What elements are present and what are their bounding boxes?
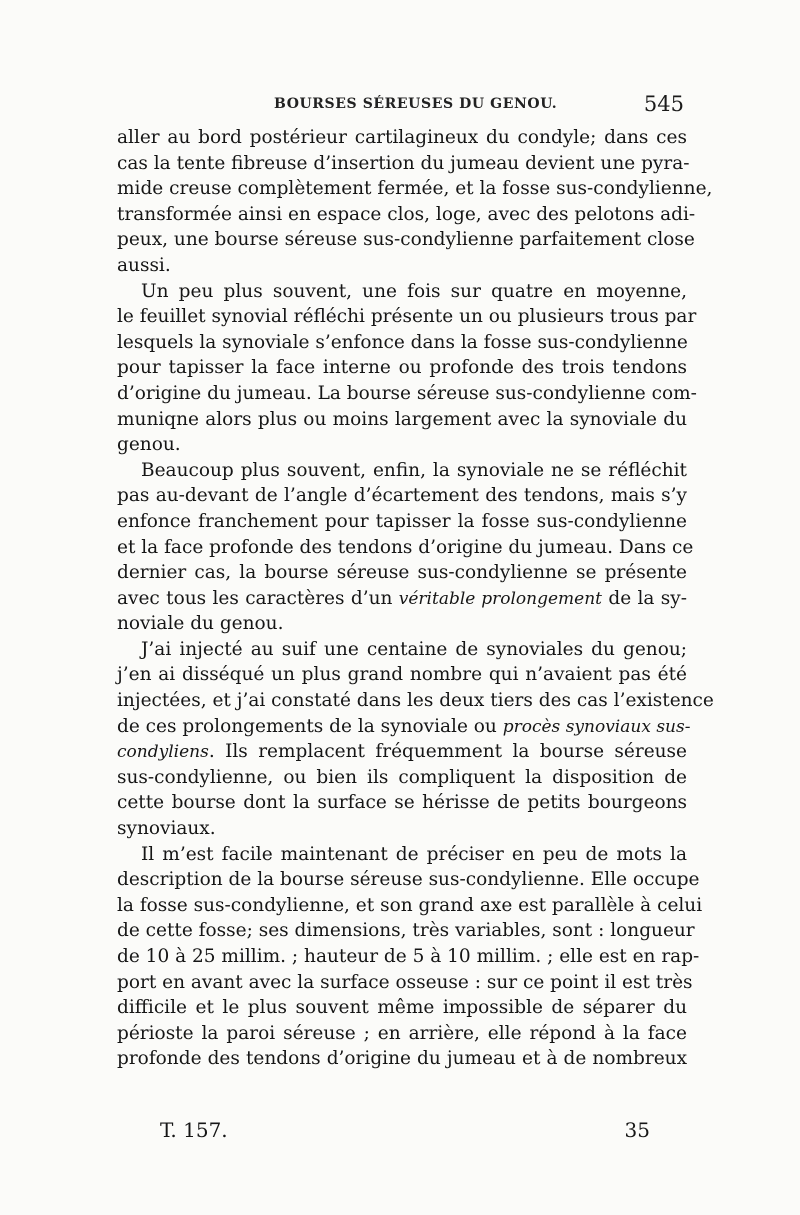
text-line: d’origine du jumeau. La bourse séreuse sus-condylienne com- bbox=[117, 382, 697, 404]
paragraph-2 bbox=[117, 279, 697, 458]
text-line: aller au bord postérieur cartilagineux du condyle; dans ces bbox=[117, 127, 687, 148]
text-line: de 10 à 25 millim. ; hauteur de 5 à 10 millim. ; elle est en rap- bbox=[117, 946, 700, 967]
page-footer bbox=[160, 1118, 650, 1148]
text-line: j’en ai disséqué un plus grand nombre qui n’avaient pas été bbox=[117, 664, 687, 686]
text-span: . Ils remplacent fréquemment la bourse séreuse bbox=[208, 741, 687, 763]
text-line: cette bourse dont la surface se hérisse de petits bourgeons bbox=[117, 792, 687, 814]
text-line: muniqne alors plus ou moins largement avec la synoviale du bbox=[117, 408, 687, 430]
paragraph-4 bbox=[117, 637, 714, 842]
text-line: difficile et le plus souvent même impossible de séparer du bbox=[117, 997, 687, 1019]
italic-phrase: véritable prolongement bbox=[398, 588, 602, 609]
text-line: synoviaux. bbox=[117, 818, 216, 840]
italic-phrase: condyliens bbox=[117, 742, 209, 763]
text-span: de ces prolongements de la synoviale ou bbox=[117, 715, 503, 737]
text-line: enfonce franchement pour tapisser la fosse sus-condylienne bbox=[117, 510, 687, 532]
text-line: lesquels la synoviale s’enfonce dans la fosse sus-condylienne bbox=[117, 331, 688, 353]
text-line: genou. bbox=[117, 434, 181, 456]
text-line-with-italic bbox=[117, 739, 687, 765]
text-line: profonde des tendons d’origine du jumeau et à de nombreux bbox=[117, 1048, 687, 1070]
text-line: de cette fosse; ses dimensions, très variables, sont : longueur bbox=[117, 920, 695, 942]
text-line: dernier cas, la bourse séreuse sus-condylienne se présente bbox=[117, 562, 687, 584]
sheet-number: 35 bbox=[624, 1118, 650, 1142]
text-line: cas la tente fibreuse d’insertion du jumeau devient une pyra- bbox=[117, 152, 690, 174]
text-line: transformée ainsi en espace clos, loge, avec des pelotons adi- bbox=[117, 203, 696, 225]
text-line: peux, une bourse séreuse sus-condylienne parfaitement close bbox=[117, 229, 695, 251]
text-span: avec tous les caractères d’un bbox=[117, 587, 399, 609]
text-line: noviale du genou. bbox=[117, 613, 284, 635]
text-line: J’ai injecté au suif une centaine de synoviales du genou; bbox=[141, 638, 687, 660]
text-line: le feuillet synovial réfléchi présente un ou plusieurs trous par bbox=[117, 306, 697, 328]
text-line: mide creuse complètement fermée, et la fosse sus-condylienne, bbox=[117, 178, 713, 200]
text-line: Un peu plus souvent, une fois sur quatre en moyenne, bbox=[141, 280, 687, 302]
page-number: 545 bbox=[643, 92, 684, 116]
text-line: aussi. bbox=[117, 254, 171, 276]
text-span: de la sy- bbox=[602, 587, 688, 609]
signature-mark: T. 157. bbox=[160, 1118, 228, 1142]
paragraph-1 bbox=[117, 125, 713, 279]
page-header bbox=[118, 92, 688, 122]
text-line: périoste la paroi séreuse ; en arrière, elle répond à la face bbox=[117, 1022, 687, 1044]
text-line: injectées, et j’ai constaté dans les deux tiers des cas l’existence bbox=[117, 690, 714, 712]
text-line-with-italic bbox=[117, 586, 687, 612]
text-line: la fosse sus-condylienne, et son grand axe est parallèle à celui bbox=[117, 894, 703, 916]
text-line-with-italic bbox=[117, 714, 691, 740]
paragraph-3 bbox=[117, 458, 694, 637]
text-line: sus-condylienne, ou bien ils compliquent la disposition de bbox=[117, 766, 687, 788]
italic-phrase: procès synoviaux sus- bbox=[502, 716, 691, 737]
text-line: port en avant avec la surface osseuse : sur ce point il est très bbox=[117, 971, 693, 993]
text-line: Beaucoup plus souvent, enfin, la synoviale ne se réfléchit bbox=[141, 459, 687, 481]
body-text bbox=[117, 125, 714, 1072]
text-line: pas au-devant de l’angle d’écartement des tendons, mais s’y bbox=[117, 485, 687, 507]
paragraph-5 bbox=[117, 842, 703, 1072]
text-line: pour tapisser la face interne ou profonde des trois tendons bbox=[117, 357, 687, 379]
text-line: et la face profonde des tendons d’origine du jumeau. Dans ce bbox=[117, 536, 694, 558]
running-head: BOURSES SÉREUSES DU GENOU. bbox=[274, 96, 558, 112]
text-line: description de la bourse séreuse sus-condylienne. Elle occupe bbox=[117, 869, 700, 891]
text-line: Il m’est facile maintenant de préciser en peu de mots la bbox=[141, 843, 687, 865]
